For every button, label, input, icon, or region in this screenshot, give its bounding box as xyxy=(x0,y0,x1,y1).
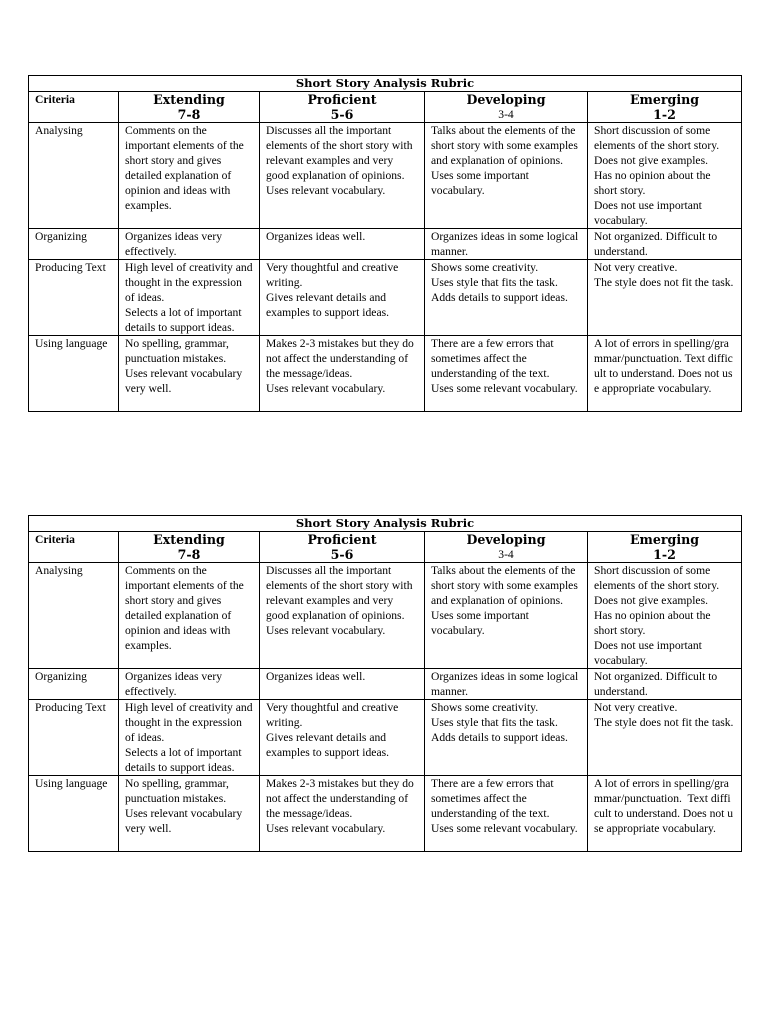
descriptor-line: There are a few errors that sometimes affect the understanding of the text. xyxy=(431,777,554,820)
level-range: 3-4 xyxy=(498,108,514,121)
level-header-proficient xyxy=(260,532,425,563)
descriptor-line: Comments on the important elements of the short story and gives detailed explanation of opinion and ideas with examples. xyxy=(125,124,244,212)
descriptor-cell xyxy=(260,776,425,852)
descriptor-line: Organizes ideas very effectively. xyxy=(125,670,223,698)
criterion-label: Analysing xyxy=(29,563,119,669)
descriptor-line: Organizes ideas in some logical manner. xyxy=(431,230,579,258)
descriptor-cell xyxy=(425,563,588,669)
table-row xyxy=(29,563,742,669)
descriptor-cell xyxy=(260,669,425,700)
descriptor-cell xyxy=(119,229,260,260)
descriptor-line: There are a few errors that sometimes affect the understanding of the text. xyxy=(431,337,554,380)
table-row xyxy=(29,776,742,852)
descriptor-cell xyxy=(119,700,260,776)
level-range: 1-2 xyxy=(653,107,676,122)
level-name: Proficient xyxy=(307,92,377,107)
descriptor-line: Adds details to support ideas. xyxy=(431,731,568,744)
descriptor-line: Not very creative. xyxy=(594,261,678,274)
criterion-label: Analysing xyxy=(29,123,119,229)
level-header-extending xyxy=(119,532,260,563)
criteria-header: Criteria xyxy=(29,92,119,123)
criterion-label: Organizing xyxy=(29,669,119,700)
descriptor-line: Has no opinion about the short story. xyxy=(594,609,711,637)
descriptor-line: Discusses all the important elements of the short story with relevant examples and very good explanation of opinions. xyxy=(266,564,413,622)
descriptor-line: Organizes ideas well. xyxy=(266,670,366,683)
criterion-label: Using language xyxy=(29,776,119,852)
descriptor-line: Selects a lot of important details to support ideas. xyxy=(125,306,242,334)
descriptor-line: Uses relevant vocabulary very well. xyxy=(125,367,243,395)
descriptor-cell xyxy=(425,336,588,412)
criterion-label: Producing Text xyxy=(29,700,119,776)
descriptor-line: Talks about the elements of the short story with some examples and explanation of opinions. xyxy=(431,124,578,167)
criterion-label: Producing Text xyxy=(29,260,119,336)
descriptor-cell xyxy=(425,700,588,776)
descriptor-line: Comments on the important elements of the short story and gives detailed explanation of opinion and ideas with examples. xyxy=(125,564,244,652)
criteria-header: Criteria xyxy=(29,532,119,563)
rubric-table xyxy=(28,75,742,412)
descriptor-line: Uses style that fits the task. xyxy=(431,716,558,729)
table-row xyxy=(29,229,742,260)
descriptor-cell xyxy=(588,336,742,412)
descriptor-cell xyxy=(119,776,260,852)
descriptor-line: Talks about the elements of the short story with some examples and explanation of opinions. xyxy=(431,564,578,607)
descriptor-line: Organizes ideas in some logical manner. xyxy=(431,670,579,698)
descriptor-cell xyxy=(588,563,742,669)
descriptor-line: Selects a lot of important details to support ideas. xyxy=(125,746,242,774)
descriptor-cell xyxy=(119,563,260,669)
level-name: Proficient xyxy=(307,532,377,547)
descriptor-cell xyxy=(119,669,260,700)
descriptor-line: High level of creativity and thought in the expression of ideas. xyxy=(125,261,253,304)
table-row xyxy=(29,260,742,336)
descriptor-cell xyxy=(260,700,425,776)
level-name: Developing xyxy=(466,532,546,547)
descriptor-line: Short discussion of some elements of the short story. xyxy=(594,124,720,152)
descriptor-line: Uses some important vocabulary. xyxy=(431,609,529,637)
level-header-developing xyxy=(425,532,588,563)
descriptor-line: Uses relevant vocabulary. xyxy=(266,184,386,197)
level-name: Extending xyxy=(153,532,225,547)
descriptor-cell xyxy=(588,700,742,776)
descriptor-line: Uses some relevant vocabulary. xyxy=(431,382,578,395)
level-header-proficient xyxy=(260,92,425,123)
rubric-title: Short Story Analysis Rubric xyxy=(29,516,742,532)
descriptor-cell xyxy=(425,776,588,852)
descriptor-line: Does not use important vocabulary. xyxy=(594,639,702,667)
descriptor-line: Not very creative. xyxy=(594,701,678,714)
descriptor-line: Uses some relevant vocabulary. xyxy=(431,822,578,835)
level-header-extending xyxy=(119,92,260,123)
descriptor-line: Does not give examples. xyxy=(594,594,708,607)
level-name: Extending xyxy=(153,92,225,107)
level-range: 7-8 xyxy=(177,107,201,122)
level-range: 5-6 xyxy=(330,107,354,122)
descriptor-line: Makes 2-3 mistakes but they do not affect the understanding of the message/ideas. xyxy=(266,337,414,380)
level-header-emerging xyxy=(588,92,742,123)
descriptor-cell xyxy=(119,260,260,336)
descriptor-line: Shows some creativity. xyxy=(431,701,539,714)
descriptor-line: Organizes ideas well. xyxy=(266,230,366,243)
descriptor-cell xyxy=(260,123,425,229)
descriptor-cell xyxy=(119,123,260,229)
descriptor-cell xyxy=(588,776,742,852)
descriptor-cell xyxy=(588,260,742,336)
descriptor-cell xyxy=(260,229,425,260)
descriptor-line: Does not give examples. xyxy=(594,154,708,167)
descriptor-line: Does not use important vocabulary. xyxy=(594,199,702,227)
descriptor-cell xyxy=(425,669,588,700)
level-range: 1-2 xyxy=(653,547,676,562)
level-header-developing xyxy=(425,92,588,123)
level-name: Emerging xyxy=(629,532,700,547)
criterion-label: Using language xyxy=(29,336,119,412)
descriptor-line: Uses relevant vocabulary. xyxy=(266,382,386,395)
descriptor-cell xyxy=(425,260,588,336)
descriptor-line: Adds details to support ideas. xyxy=(431,291,568,304)
descriptor-line: Uses relevant vocabulary very well. xyxy=(125,807,243,835)
descriptor-line: Gives relevant details and examples to support ideas. xyxy=(266,731,389,759)
table-row xyxy=(29,669,742,700)
descriptor-line: Not organized. Difficult to understand. xyxy=(594,670,718,698)
descriptor-line: Has no opinion about the short story. xyxy=(594,169,711,197)
table-row xyxy=(29,700,742,776)
descriptor-line: Gives relevant details and examples to support ideas. xyxy=(266,291,389,319)
descriptor-line: No spelling, grammar, punctuation mistakes. xyxy=(125,777,229,805)
descriptor-cell xyxy=(119,336,260,412)
level-range: 7-8 xyxy=(177,547,201,562)
descriptor-line: Uses some important vocabulary. xyxy=(431,169,529,197)
descriptor-line: Not organized. Difficult to understand. xyxy=(594,230,718,258)
descriptor-line: Very thoughtful and creative writing. xyxy=(266,261,399,289)
level-header-emerging xyxy=(588,532,742,563)
descriptor-line: A lot of errors in spelling/grammar/punctuation. Text difficult to understand. Does not use appropriate vocabulary. xyxy=(594,777,734,835)
descriptor-cell xyxy=(260,336,425,412)
descriptor-line: Makes 2-3 mistakes but they do not affect the understanding of the message/ideas. xyxy=(266,777,414,820)
descriptor-line: Shows some creativity. xyxy=(431,261,539,274)
descriptor-line: The style does not fit the task. xyxy=(594,276,734,289)
level-range: 3-4 xyxy=(498,548,514,561)
descriptor-cell xyxy=(588,229,742,260)
level-name: Developing xyxy=(466,92,546,107)
descriptor-line: Discusses all the important elements of the short story with relevant examples and very good explanation of opinions. xyxy=(266,124,413,182)
criterion-label: Organizing xyxy=(29,229,119,260)
descriptor-line: Uses style that fits the task. xyxy=(431,276,558,289)
level-name: Emerging xyxy=(629,92,700,107)
table-row xyxy=(29,123,742,229)
descriptor-cell xyxy=(588,123,742,229)
descriptor-cell xyxy=(260,563,425,669)
descriptor-cell xyxy=(260,260,425,336)
rubric-title: Short Story Analysis Rubric xyxy=(29,76,742,92)
descriptor-line: Organizes ideas very effectively. xyxy=(125,230,223,258)
descriptor-cell xyxy=(425,123,588,229)
descriptor-line: High level of creativity and thought in the expression of ideas. xyxy=(125,701,253,744)
descriptor-line: The style does not fit the task. xyxy=(594,716,734,729)
descriptor-line: Short discussion of some elements of the short story. xyxy=(594,564,720,592)
rubric-table-copy xyxy=(28,515,742,852)
descriptor-cell xyxy=(588,669,742,700)
level-range: 5-6 xyxy=(330,547,354,562)
descriptor-line: Very thoughtful and creative writing. xyxy=(266,701,399,729)
descriptor-line: A lot of errors in spelling/grammar/punctuation. Text difficult to understand. Does not use appropriate vocabulary. xyxy=(594,337,733,395)
descriptor-cell xyxy=(425,229,588,260)
table-row xyxy=(29,336,742,412)
descriptor-line: Uses relevant vocabulary. xyxy=(266,624,386,637)
descriptor-line: No spelling, grammar, punctuation mistakes. xyxy=(125,337,229,365)
descriptor-line: Uses relevant vocabulary. xyxy=(266,822,386,835)
